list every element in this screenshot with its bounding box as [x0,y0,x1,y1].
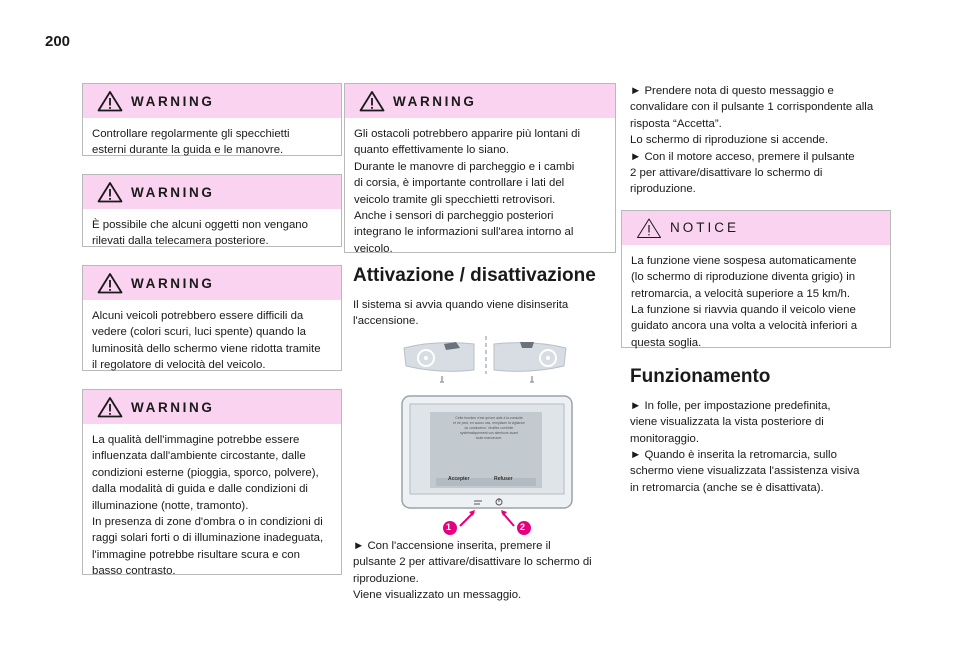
text-line: luminosità dello schermo viene ridotta tramite [92,342,321,355]
text-line: l'accensione. [353,315,419,328]
text-line: (lo schermo di riproduzione diventa grigio) in [631,271,856,284]
column-left [82,83,342,593]
text-line: veicolo. [354,242,393,255]
text-line: l'immagine potrebbe risultare scura e con [92,548,300,561]
text-line: guidato ancora una volta a velocità inferiori a [631,320,858,333]
text-line: Anche i sensori di parcheggio posteriori [354,210,554,223]
warning-header [83,84,341,118]
warning-text [83,424,341,589]
warning-header [83,175,341,209]
text-line: in retromarcia (anche se è disattivata). [630,481,824,494]
warning-header [345,84,615,118]
callout-arrow-2 [501,510,531,535]
text-line: viene visualizzata la vista posteriore di [630,416,824,429]
text-line: Durante le manovre di parcheggio e i cambi [354,160,575,173]
text-line: La qualità dell'immagine potrebbe essere [92,434,300,446]
text-line: raggi solari forti o di illuminazione inadeguata, [92,532,324,545]
warning-box-objects [82,174,342,247]
text-line: riproduzione. [353,572,419,585]
text-line: In presenza di zone d'ombra o in condizioni di [92,516,323,529]
text-line: ► Quando è inserita la retromarcia, sullo [630,449,837,462]
warning-box-obstacles [344,83,616,253]
text-line: veicolo tramite gli specchietti retrovisori. [354,193,556,206]
warning-box-visibility [82,265,342,371]
text-line: 2 per attivare/disattivare lo schermo di [630,167,823,180]
text-line: Viene visualizzato un messaggio. [353,589,522,602]
text-line: Lo schermo di riproduzione si accende. [630,134,829,147]
text-line: La funzione si riavvia quando il veicolo viene [631,304,856,317]
warning-text [83,300,341,383]
warning-triangle-icon [97,396,123,418]
text-line: È possibile che alcuni oggetti non vengano [92,219,308,231]
warning-triangle-icon [97,90,123,112]
page-number: 200 [45,33,71,50]
text-line: schermo viene visualizzata l'assistenza visiva [630,465,860,478]
text-line: pulsante 2 per attivare/disattivare lo schermo di [353,556,592,569]
warning-text [345,118,615,266]
notice-box [621,210,891,348]
screen-text-line: systématiquement vos alentours avant [460,430,518,435]
text-line: monitoraggio. [630,432,700,445]
text-line: dalla modalità di guida e dalle condizioni di [92,483,308,496]
text-line: esterni durante la guida e le manovre. [92,144,284,157]
callout-label-1: 1 [446,521,452,532]
text-line: Il sistema si avvia quando viene disinserita [353,299,569,311]
warning-text [83,209,341,259]
accept-label: Accepter [448,475,470,482]
text-line: Alcuni veicoli potrebbero essere difficili da [92,310,304,322]
text-line: influenzata dall'ambiente circostante, dalle [92,450,306,463]
monitor-buttons [474,498,502,505]
warning-header [83,390,341,424]
text-line: Gli ostacoli potrebbero apparire più lontani di [354,128,581,140]
warning-box-image-quality [82,389,342,578]
notice-text [622,245,890,360]
notice-triangle-icon [636,217,662,239]
warning-triangle-icon [97,181,123,203]
text-line: Controllare regolarmente gli specchietti [92,128,290,140]
text-line: ► Con il motore acceso, premere il pulsante [630,150,855,163]
screen-text-line: du conducteur. Veuillez contrôler [464,425,514,430]
warning-title: WARNING [131,93,215,109]
text-line: quanto effettivamente lo siano. [354,144,509,157]
text-line: il regolatore di velocità del veicolo. [92,359,266,372]
text-line: riproduzione. [630,183,696,196]
text-line: integrano le informazioni sull'area intorno al [354,226,574,239]
notice-header [622,211,890,245]
screen-text-line: toute manoeuvre. [475,435,503,440]
notice-title: NOTICE [670,220,740,236]
text-line: rilevati dalla telecamera posteriore. [92,235,269,248]
warning-triangle-icon [97,272,123,294]
section-title-activation: Attivazione / disattivazione [353,265,596,286]
warning-title: WARNING [131,275,215,291]
text-line: di corsia, è importante controllare i lati del [354,177,565,190]
display-illustration [344,340,616,532]
warning-header [83,266,341,300]
text-line: retromarcia, a velocità superiore a 15 km/h. [631,287,851,300]
text-line: ► In folle, per impostazione predefinita, [630,399,831,412]
section-title-operation: Funzionamento [630,365,771,387]
callout-label-2: 2 [520,521,526,532]
text-line: ► Con l'accensione inserita, premere il [353,539,551,552]
text-line: vedere (colori scuri, luci spente) quando la [92,326,307,339]
warning-title: WARNING [393,93,477,109]
text-line: questa soglia. [631,336,702,349]
warning-title: WARNING [131,399,215,415]
warning-box-mirrors [82,83,342,156]
text-line: condizioni esterne (pioggia, sporco, polvere), [92,466,319,479]
text-line: risposta “Accetta”. [630,117,722,130]
warning-text [83,118,341,168]
column-right [621,83,891,496]
confirm-instructions [630,83,891,198]
warning-triangle-icon [359,90,385,112]
operation-paragraph [630,398,891,496]
text-line: La funzione viene sospesa automaticamente [631,254,857,267]
refuse-label: Refuser [494,475,513,482]
text-line: basso contrasto. [92,565,176,578]
screen-text-line: et ne peut, en aucun cas, remplacer la vigilance [453,420,525,425]
screen-text-line: Cette fonction n'est qu'une aide à la conduite [455,415,523,420]
activation-instructions [353,538,616,604]
text-line: illuminazione (notte, tramonto). [92,499,249,512]
intro-paragraph [353,297,616,330]
text-line: convalidare con il pulsante 1 corrispondente alla [630,101,874,114]
column-middle [344,83,616,603]
warning-title: WARNING [131,184,215,200]
text-line: ► Prendere nota di questo messaggio e [630,85,834,97]
